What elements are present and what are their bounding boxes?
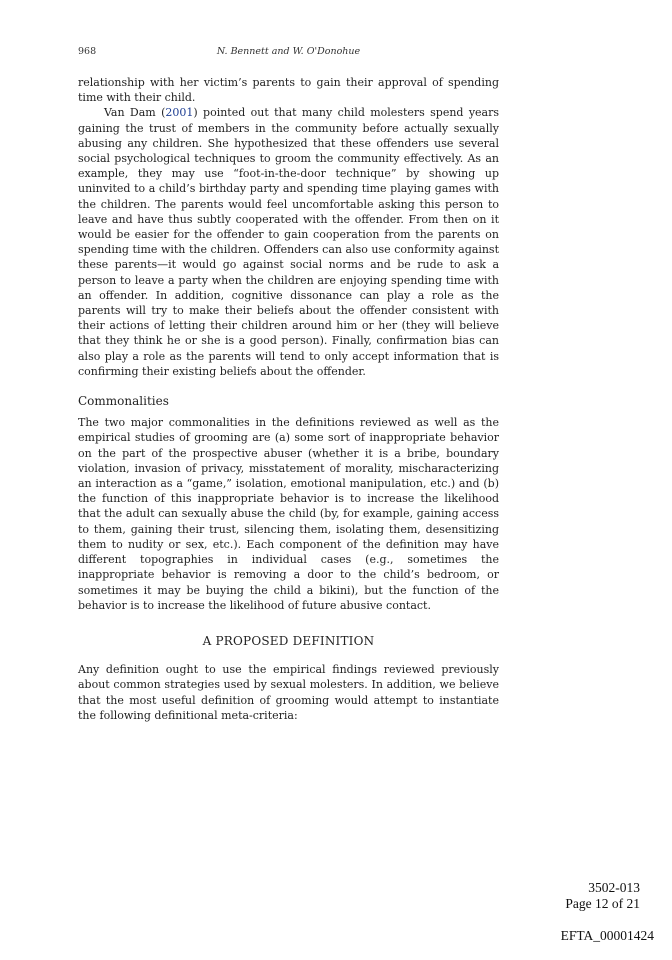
page-count: Page 12 of 21 <box>565 895 640 911</box>
paragraph-van-dam-text: ) pointed out that many child molesters spend years gaining the trust of members in the community before actually sexually abusing any children. She hypothesized that these offenders use several social psychological techniques to groom the community effectively. As an example, they may use “foot-in-the-door technique” by showing up uninvited to a child’s birthday party and spending time playing games with the children. The parents would feel uncomfortable asking this person to leave and have thus subtly cooperated with the offender. From then on it would be easier for the offender to gain cooperation from the parents on spending time with the children. Offenders can also use conformity against these parents—it would go against social norms and be rude to ask a person to leave a party when the children are enjoying spending time with an offender. In addition, cognitive dissonance can play a role as the parents will try to make their beliefs about the offender consistent with their actions of letting their children around him or her (they will believe that they think he or she is a good person). Finally, confirmation bias can also play a role as the parents will tend to only accept information that is confirming their existing beliefs about the offender. <box>78 106 500 378</box>
section-heading-proposed-definition: A PROPOSED DEFINITION <box>202 633 375 648</box>
paragraph-van-dam-lead: Van Dam ( <box>104 106 166 120</box>
document-stamp <box>565 880 640 911</box>
paragraph-commonalities: The two major commonalities in the definitions reviewed as well as the empirical studies of grooming are (a) some sort of inappropriate behavior on the part of the prospective abuser (whether it is a bribe, boundary violation, invasion of privacy, misstatement of morality, mischaracterizing an interaction as a “game,” isolation, emotional manipulation, etc.) and (b) the function of this inappropriate behavior is to increase the likelihood that the adult can sexually abuse the child (by, for example, gaining access to them, gaining their trust, silencing them, isolating them, desensitizing them to nudity or sex, etc.). Each component of the definition may have different topographies in individual cases (e.g., sometimes the inappropriate behavior is removing a door to the child’s bedroom, or sometimes it may be buying the child a bikini), but the function of the behavior is to increase the likelihood of future abusive contact. <box>78 416 499 612</box>
article-body <box>78 75 499 723</box>
paragraph-continuation: relationship with her victim’s parents to gain their approval of spending time with their child. <box>78 76 499 105</box>
efta-identifier: EFTA_00001424 <box>560 928 654 943</box>
paragraph-proposed-definition: Any definition ought to use the empirical findings reviewed previously about common strategies used by sexual molesters. In addition, we believe that the most useful definition of grooming would attempt to instantiate the following definitional meta-criteria: <box>78 663 499 722</box>
paragraph-van-dam <box>78 105 499 379</box>
citation-link-2001[interactable]: 2001 <box>165 106 194 120</box>
page-number: 968 <box>78 46 97 57</box>
section-heading-commonalities: Commonalities <box>78 394 169 409</box>
case-number: 3502-013 <box>588 880 640 895</box>
running-head: N. Bennett and W. O'Donohue <box>216 46 361 57</box>
page-header <box>78 46 499 60</box>
